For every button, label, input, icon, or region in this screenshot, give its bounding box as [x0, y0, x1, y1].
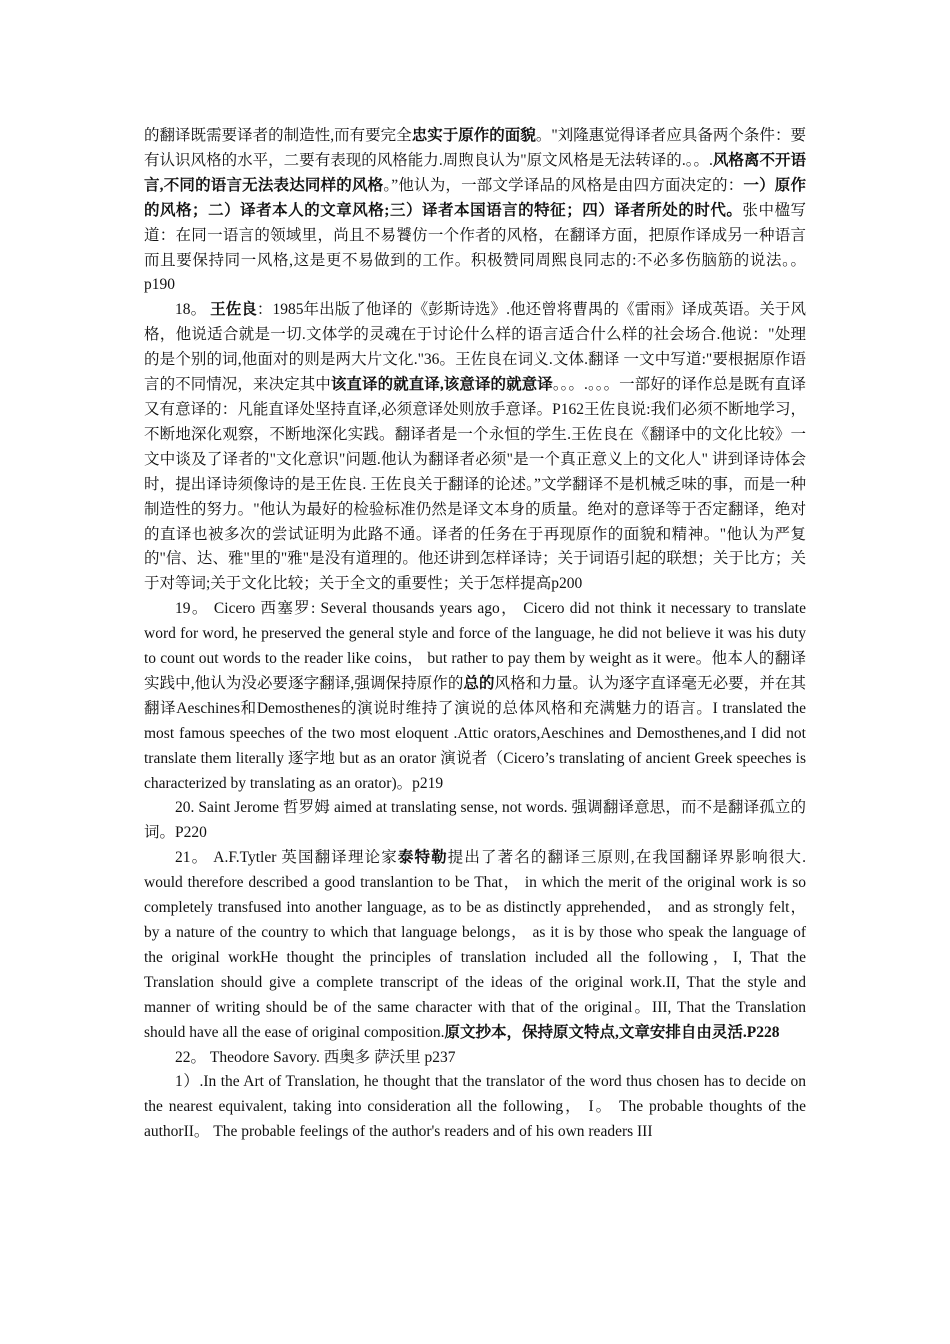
- document-body: [144, 124, 806, 1145]
- bold-text-run: 原文抄本，保持原文特点,文章安排自由灵活.P228: [444, 1023, 780, 1041]
- text-run: 。”他认为，一部文学译品的风格是由四方面决定的：: [383, 176, 744, 194]
- text-run: ：1985年出版了他译的《彭斯诗选》.他还曾将曹禺的《雷雨》译成英语。关于风格，他说适合就是一切.文体学的灵魂在于讨论什么样的语言适合什么样的社会场合.他说："处理的是个别的词,他面对的则是两大片文化."36。王佐良在词义.文体.翻译 一文中写道:"要根据原作语言的不同情况，来决定其中: [144, 301, 806, 394]
- text-run: 1）.In the Art of Translation, he thought that the translator of the word thus chosen has to decide on the nearest equivalent, taking into consideration all the following， I。 The probable thoughts of the authorII。 The probable feelings of the author's readers and of his own readers III: [144, 1073, 806, 1141]
- text-run: 的翻译既需要译者的制造性,而有要完全: [144, 127, 412, 144]
- text-run: 22。 Theodore Savory. 西奥多 萨沃里 p237: [175, 1048, 456, 1066]
- text-run: 18。: [175, 301, 211, 319]
- text-run: 风格和力量。认为逐字直译毫无必要，并在其翻译Aeschines和Demosthenes的演说时维持了演说的总体风格和充满魅力的语言。I translated the most famous speeches of the two most eloquent .Attic orators,Aeschines and Demosthenes,and I did not translate them literally 逐字地 but as an orator 演说者（Cicero’s translating of ancient Greek speeches is characterized by translating as an orator)。p219: [144, 674, 806, 792]
- text-run: 提出了著名的翻译三原则,在我国翻译界影响很大. would therefore described a good translantion to be That， in which the merit of the original work is so completely transfused into another language, as to be as distinctly apprehended， and as strongly felt， by a nature of the country to which that language belongs， as it is by those who speak the language of the original workHe thought the principles of translation included all the following，I, That the Translation should give a complete transcript of the ideas of the original work.II, That the style and manner of writing should be of the same character with that of the original。III, That the Translation should have all the ease of original composition.: [144, 849, 806, 1041]
- text-run: 19。 Cicero 西塞罗: Several thousands years ago， Cicero did not think it necessary to translate word for word, he preserved the general style and force of the language, he did not believe it was his duty to count out words to the reader like coins， but rather to pay them by weight as it were。他本人的翻译实践中,他认为没必要逐字翻译,强调保持原作的: [144, 600, 806, 692]
- paragraph-style-discussion: [144, 124, 806, 298]
- text-run: 21。 A.F.Tytler 英国翻译理论家: [175, 849, 398, 867]
- bold-text-run: 总的: [463, 674, 495, 692]
- text-run: 张中楹写道：在同一语言的领域里，尚且不易饕仿一个作者的风格，在翻译方面，把原作译成另一种语言而且要保持同一风格,这是更不易做到的工作。积极赞同周熙良同志的:不必多伤脑筋的说法。。p190: [144, 201, 806, 294]
- bold-text-run: 王佐良: [210, 301, 257, 319]
- bold-text-run: 风格离不开语言,不同的语言无法表达同样的风格: [144, 151, 806, 194]
- bold-text-run: 该直译的就直译,该意译的就意译: [330, 376, 553, 394]
- bold-text-run: 泰特勒: [397, 849, 448, 867]
- bold-text-run: 忠实于原作的面貌: [411, 127, 536, 144]
- text-run: 20. Saint Jerome 哲罗姆 aimed at translating sense, not words. 强调翻译意思，而不是翻译孤立的词。P220: [144, 799, 806, 842]
- paragraph-item-22: [144, 1046, 806, 1071]
- text-run: 。"刘隆惠觉得译者应具备两个条件：要有认识风格的水平，二要有表现的风格能力.周煦良认为"原文风格是无法转译的.。。.: [144, 127, 806, 169]
- paragraph-item-20: [144, 796, 806, 846]
- paragraph-item-19: [144, 597, 806, 796]
- paragraph-item-22-1: [144, 1070, 806, 1145]
- bold-text-run: 一）原作的风格；二）译者本人的文章风格;三）译者本国语言的特征；四）译者所处的时代。: [144, 176, 806, 219]
- paragraph-item-21: [144, 846, 806, 1045]
- paragraph-item-18: [144, 298, 806, 597]
- text-run: 。。。.。。。一部好的译作总是既有直译又有意译的：凡能直译处坚持直译,必须意译处则放手意译。P162王佐良说:我们必须不断地学习，不断地深化观察，不断地深化实践。翻译者是一个永恒的学生.王佐良在《翻译中的文化比较》一文中谈及了译者的"文化意识"问题.他认为翻译者必须"是一个真正意义上的文化人" 讲到译诗体会时，提出译诗须像诗的是王佐良. 王佐良关于翻译的论述。”文学翻译不是机械乏味的事，而是一种制造性的努力。"他认为最好的检验标准仍然是译文本身的质量。绝对的意译等于否定翻译，绝对的直译也被多次的尝试证明为此路不通。译者的任务在于再现原作的面貌和精神。"他认为严复的"信、达、雅"里的"雅"是没有道理的。他还讲到怎样译诗；关于词语引起的联想；关于比方；关于对等词;关于文化比较；关于全文的重要性；关于怎样提高p200: [144, 376, 806, 593]
